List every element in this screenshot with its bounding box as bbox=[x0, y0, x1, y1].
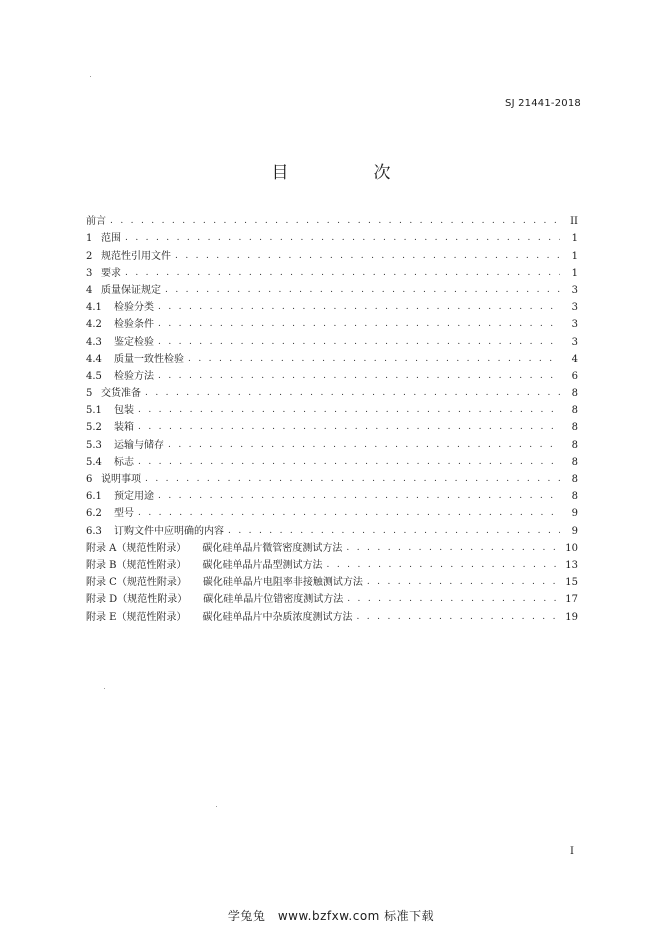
dot-leader bbox=[138, 507, 560, 520]
toc-entry-number: 4.3 bbox=[86, 336, 102, 348]
toc-entry-label: 检验分类 bbox=[114, 302, 154, 314]
toc-entry-page: 3 bbox=[571, 302, 578, 314]
toc-annex-prefix: 附录 E（规范性附录） bbox=[86, 611, 187, 623]
toc-annex-b[interactable] bbox=[86, 555, 578, 572]
toc-annex-page: 10 bbox=[565, 542, 578, 554]
toc-entry-5-1[interactable] bbox=[86, 400, 578, 417]
standard-number: SJ 21441-2018 bbox=[505, 98, 581, 109]
toc-entry-label: 包装 bbox=[114, 405, 134, 417]
toc-entry-page: 9 bbox=[571, 525, 578, 537]
toc-entry-4[interactable] bbox=[86, 280, 578, 297]
toc-entry-label: 范围 bbox=[101, 233, 121, 245]
dot-leader bbox=[158, 370, 560, 383]
dot-leader bbox=[125, 267, 560, 280]
page-number: I bbox=[570, 846, 574, 857]
toc-entry-label: 检验方法 bbox=[114, 370, 154, 382]
toc-entry-page: 8 bbox=[571, 474, 578, 485]
toc-annex-a[interactable] bbox=[86, 538, 578, 555]
toc-entry-page: 8 bbox=[571, 491, 578, 503]
dot-leader bbox=[228, 525, 560, 538]
toc-entry-page: 9 bbox=[571, 508, 578, 520]
toc-entry-5-4[interactable] bbox=[86, 452, 578, 469]
dot-leader bbox=[356, 611, 560, 624]
toc-entry-number: 4.4 bbox=[86, 353, 102, 365]
dot-leader bbox=[347, 593, 560, 606]
scan-speck bbox=[216, 806, 217, 807]
toc-annex-label: 碳化硅单晶片电阻率非接触测试方法 bbox=[202, 577, 363, 589]
toc-entry-4-1[interactable] bbox=[86, 297, 578, 314]
toc-entry-4-5[interactable] bbox=[86, 366, 578, 383]
toc-entry-page: 3 bbox=[571, 319, 578, 331]
toc-entry-number: 5.4 bbox=[86, 456, 102, 468]
toc-entry-number: 6 bbox=[86, 474, 93, 485]
toc-entry-label: 订购文件中应明确的内容 bbox=[114, 525, 224, 537]
toc-entry-number: 3 bbox=[86, 267, 93, 279]
toc-entry-label: 鉴定检验 bbox=[114, 336, 154, 348]
toc-entry-label: 前言 bbox=[86, 216, 106, 228]
toc-entry-label: 说明事项 bbox=[101, 474, 141, 485]
toc-entry-page: 3 bbox=[571, 336, 578, 348]
dot-leader bbox=[327, 559, 560, 572]
toc-entry-label: 预定用途 bbox=[114, 491, 154, 503]
dot-leader bbox=[188, 353, 560, 366]
toc-annex-page: 17 bbox=[565, 594, 578, 606]
dot-leader bbox=[367, 576, 560, 589]
toc-entry-number: 4.5 bbox=[86, 370, 102, 382]
toc-entry-number: 6.1 bbox=[86, 491, 102, 503]
toc-entry-number: 4.2 bbox=[86, 319, 102, 331]
dot-leader bbox=[145, 387, 560, 400]
toc-entry-label: 标志 bbox=[114, 456, 134, 468]
toc-entry-label: 检验条件 bbox=[114, 319, 154, 331]
toc-entry-page: 8 bbox=[571, 388, 578, 400]
dot-leader bbox=[158, 301, 560, 314]
dot-leader bbox=[158, 490, 560, 503]
toc-annex-label: 碳化硅单晶片中杂质浓度测试方法 bbox=[202, 611, 353, 623]
toc-entry-2[interactable] bbox=[86, 245, 578, 262]
toc-entry-number: 5 bbox=[86, 388, 93, 400]
dot-leader bbox=[145, 473, 560, 486]
toc-annex-prefix: 附录 B（规范性附录） bbox=[86, 559, 187, 571]
toc-annex-d[interactable] bbox=[86, 589, 578, 606]
toc-entry-page: II bbox=[570, 216, 578, 228]
toc-annex-prefix: 附录 D（规范性附录） bbox=[86, 594, 188, 606]
toc-annex-page: 13 bbox=[565, 559, 578, 571]
toc-entry-number: 6.3 bbox=[86, 525, 102, 537]
toc-entry-page: 1 bbox=[571, 233, 578, 245]
dot-leader bbox=[168, 439, 560, 452]
footer-watermark-text: 学兔兔 www.bzfxw.com 标准下载 bbox=[227, 909, 435, 923]
toc-entry-number: 1 bbox=[86, 233, 93, 245]
toc-entry-label: 交货准备 bbox=[101, 388, 141, 400]
toc-entry-5[interactable] bbox=[86, 383, 578, 400]
toc-entry-3[interactable] bbox=[86, 263, 578, 280]
toc-annex-prefix: 附录 A（规范性附录） bbox=[86, 542, 187, 554]
toc-entry-6-1[interactable] bbox=[86, 486, 578, 503]
dot-leader bbox=[346, 542, 560, 555]
scan-speck bbox=[104, 688, 105, 689]
toc-entry-number: 5.1 bbox=[86, 405, 102, 417]
toc-entry-page: 8 bbox=[571, 456, 578, 468]
toc-entry-page: 8 bbox=[571, 422, 578, 434]
toc-entry-number: 6.2 bbox=[86, 508, 102, 520]
toc-entry-page: 4 bbox=[571, 353, 578, 365]
toc-annex-label: 碳化硅单晶片微管密度测试方法 bbox=[202, 542, 343, 554]
scan-speck bbox=[90, 76, 91, 77]
dot-leader bbox=[158, 318, 560, 331]
toc-entry-number: 5.2 bbox=[86, 422, 102, 434]
dot-leader bbox=[158, 336, 560, 349]
toc-entry-page: 1 bbox=[571, 250, 578, 262]
toc-entry-label: 质量保证规定 bbox=[101, 284, 161, 296]
table-of-contents bbox=[86, 211, 578, 624]
dot-leader bbox=[165, 284, 560, 297]
toc-annex-label: 碳化硅单晶片位错密度测试方法 bbox=[203, 594, 344, 606]
toc-entry-6-2[interactable] bbox=[86, 503, 578, 520]
toc-annex-prefix: 附录 C（规范性附录） bbox=[86, 577, 187, 589]
toc-entry-label: 规范性引用文件 bbox=[101, 250, 171, 262]
dot-leader bbox=[125, 232, 560, 245]
toc-entry-number: 4.1 bbox=[86, 302, 102, 314]
toc-entry-label: 运输与储存 bbox=[114, 439, 164, 451]
toc-annex-page: 15 bbox=[565, 577, 578, 589]
toc-entry-1[interactable] bbox=[86, 228, 578, 245]
toc-entry-page: 8 bbox=[571, 405, 578, 417]
toc-entry-6-3[interactable] bbox=[86, 520, 578, 537]
toc-entry-4-2[interactable] bbox=[86, 314, 578, 331]
toc-entry-number: 4 bbox=[86, 284, 93, 296]
dot-leader bbox=[138, 421, 560, 434]
toc-annex-c[interactable] bbox=[86, 572, 578, 589]
toc-entry-label: 质量一致性检验 bbox=[114, 353, 184, 365]
dot-leader bbox=[138, 456, 560, 469]
toc-entry-4-4[interactable] bbox=[86, 349, 578, 366]
toc-entry-label: 要求 bbox=[101, 267, 121, 279]
toc-entry-page: 1 bbox=[571, 267, 578, 279]
toc-entry-5-2[interactable] bbox=[86, 417, 578, 434]
toc-entry-page: 6 bbox=[571, 370, 578, 382]
toc-entry-foreword[interactable] bbox=[86, 211, 578, 228]
toc-entry-page: 3 bbox=[571, 284, 578, 296]
toc-entry-number: 5.3 bbox=[86, 439, 102, 451]
toc-entry-4-3[interactable] bbox=[86, 331, 578, 348]
toc-title: 目 次 bbox=[271, 163, 425, 183]
toc-entry-number: 2 bbox=[86, 250, 93, 262]
toc-entry-label: 装箱 bbox=[114, 422, 134, 434]
dot-leader bbox=[138, 404, 560, 417]
dot-leader bbox=[110, 215, 560, 228]
toc-annex-page: 19 bbox=[565, 611, 578, 623]
toc-entry-label: 型号 bbox=[114, 508, 134, 520]
toc-entry-page: 8 bbox=[571, 439, 578, 451]
dot-leader bbox=[175, 250, 560, 263]
toc-annex-e[interactable] bbox=[86, 606, 578, 623]
toc-annex-label: 碳化硅单晶片晶型测试方法 bbox=[202, 559, 323, 571]
toc-entry-5-3[interactable] bbox=[86, 434, 578, 451]
toc-entry-6[interactable] bbox=[86, 469, 578, 486]
